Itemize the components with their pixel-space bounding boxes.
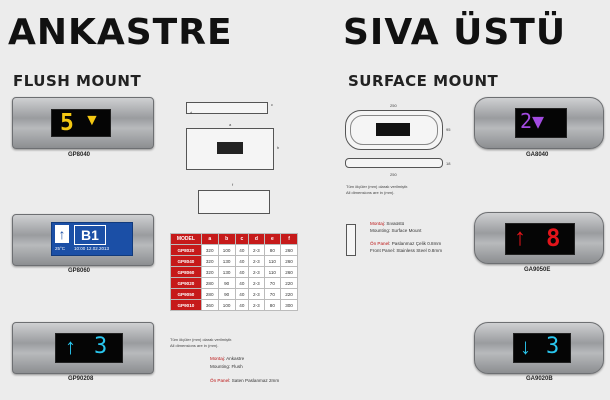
dim-label-b: b [277, 145, 280, 150]
dimension-cell: 320 [201, 245, 218, 256]
floor-display: 2▼ [520, 109, 545, 133]
dimension-cell: 80 [264, 300, 280, 311]
dimension-cell: 2-3 [249, 267, 265, 278]
dimension-cell: 90 [218, 278, 235, 289]
down-arrow-icon: ↓ [520, 334, 531, 359]
spec-mounting: Mounting: Surface Mount [370, 228, 422, 233]
side-profile-drawing [346, 224, 356, 256]
display-screen [55, 333, 123, 363]
dimension-cell: 320 [201, 267, 218, 278]
drawing-note-en: All dimensions are in (mm). [346, 190, 395, 195]
drawing-screen [217, 142, 243, 154]
table-header-row: MODEL a b c d e f [171, 234, 298, 245]
dimension-cell: 80 [264, 245, 280, 256]
product-plate-gp8040 [12, 97, 154, 149]
display-screen [505, 223, 575, 255]
time-text: 10:00 12.02.2013 [74, 246, 110, 251]
subtitle-flush-mount: FLUSH MOUNT [13, 72, 142, 90]
model-cell: GP9010 [171, 300, 202, 311]
model-cell: GP8060 [171, 267, 202, 278]
up-arrow-icon: ↑ [65, 334, 76, 359]
dim-width-bottom: 250 [390, 172, 397, 177]
dimension-cell: 360 [201, 300, 218, 311]
dimension-cell: 70 [264, 289, 280, 300]
dimension-cell: 280 [201, 289, 218, 300]
dim-depth: 18 [446, 161, 451, 166]
display-screen [513, 333, 571, 363]
dim-width-top: 250 [390, 103, 397, 108]
spec-mounting: Mounting: Flush [210, 364, 243, 369]
spec-montaj: Montaj: Sıvaüstü [370, 221, 405, 226]
direction-arrow-icon: ↑ [55, 225, 69, 243]
dimension-cell: 110 [264, 256, 280, 267]
dimension-cell: 2-3 [249, 278, 265, 289]
spec-montaj: Montaj: Ankastre [210, 356, 245, 361]
dimension-cell: 260 [281, 256, 298, 267]
dimension-cell: 40 [235, 256, 249, 267]
product-code: GA9050E [524, 267, 551, 273]
drawing-top-view [186, 102, 268, 114]
dimension-cell: 130 [218, 256, 235, 267]
model-cell: GP9050 [171, 289, 202, 300]
spec-onpanel: Ön Panel: Saten Paslanmaz 2mm [210, 378, 280, 383]
dimension-cell: 220 [281, 278, 298, 289]
drawing-side-view [198, 190, 270, 214]
model-cell: GP8020 [171, 245, 202, 256]
dimension-cell: 2-3 [249, 289, 265, 300]
dimension-cell: 100 [218, 300, 235, 311]
temperature-text: 25°C [55, 246, 66, 251]
display-screen [51, 109, 111, 137]
display-screen [515, 108, 567, 138]
drawing-screen [376, 123, 410, 136]
table-row [171, 245, 298, 256]
dimension-cell: 260 [281, 245, 298, 256]
dimension-cell: 130 [218, 267, 235, 278]
dimension-cell: 40 [235, 245, 249, 256]
product-plate-gp8060 [12, 214, 154, 266]
floor-digit: 5 [60, 110, 74, 136]
table-row [171, 267, 298, 278]
dimension-cell: 2-3 [249, 245, 265, 256]
spec-onpanel: Ön Panel: Paslanmaz Çelik 0.8mm [370, 241, 442, 246]
product-code: GP8040 [68, 152, 91, 158]
spec-frontpanel: Front Panel: Stainless Steel 0.8mm [370, 248, 443, 253]
product-code: GP90208 [68, 376, 94, 382]
table-note-en: All dimensions are in (mm). [170, 343, 219, 348]
dimension-cell: 90 [218, 289, 235, 300]
product-plate-gp90208 [12, 322, 154, 374]
dimension-cell: 300 [281, 300, 298, 311]
dim-label-f: f [232, 182, 234, 187]
drawing-front-view [345, 110, 443, 150]
info-display [51, 222, 133, 256]
dimension-cell: 40 [235, 267, 249, 278]
drawing-front-view [186, 128, 274, 170]
model-cell: GP9020 [171, 278, 202, 289]
dimension-cell: 40 [235, 289, 249, 300]
product-code: GA9020B [526, 376, 553, 382]
up-arrow-icon: ↑ [514, 224, 526, 251]
product-plate-ga9020b [474, 322, 604, 374]
table-note-tr: Tüm ölçüler (mm) olarak verilmiştir. [170, 337, 233, 342]
floor-digit: 3 [546, 334, 560, 359]
product-code: GA8040 [526, 152, 549, 158]
dimension-cell: 280 [201, 278, 218, 289]
table-row [171, 256, 298, 267]
dimension-cell: 2-3 [249, 300, 265, 311]
product-plate-ga9050e [474, 212, 604, 264]
model-cell: GP8040 [171, 256, 202, 267]
dim-label-c: c [271, 102, 273, 107]
title-siva-ustu: SIVA ÜSTÜ [343, 12, 567, 53]
floor-digit: 3 [94, 334, 108, 359]
dimension-cell: 320 [201, 256, 218, 267]
subtitle-surface-mount: SURFACE MOUNT [348, 72, 499, 90]
dimension-cell: 40 [235, 300, 249, 311]
table-row [171, 289, 298, 300]
table-row [171, 278, 298, 289]
product-code: GP8060 [68, 268, 91, 274]
dimension-cell: 2-3 [249, 256, 265, 267]
dim-label-d: d [190, 110, 193, 115]
down-arrow-icon: ▼ [84, 112, 100, 129]
dimension-table [170, 233, 298, 311]
dimension-cell: 100 [218, 245, 235, 256]
dim-label-a: a [229, 122, 232, 127]
floor-label: B1 [74, 225, 106, 245]
dimension-cell: 110 [264, 267, 280, 278]
title-ankastre: ANKASTRE [8, 12, 233, 53]
floor-digit: 8 [546, 224, 561, 252]
dimension-cell: 40 [235, 278, 249, 289]
drawing-side-view [345, 158, 443, 168]
table-row [171, 300, 298, 311]
dimension-cell: 260 [281, 267, 298, 278]
product-plate-ga8040 [474, 97, 604, 149]
dimension-cell: 220 [281, 289, 298, 300]
dimension-cell: 70 [264, 278, 280, 289]
drawing-note-tr: Tüm ölçüler (mm) olarak verilmiştir. [346, 184, 409, 189]
dim-height: 95 [446, 127, 451, 132]
